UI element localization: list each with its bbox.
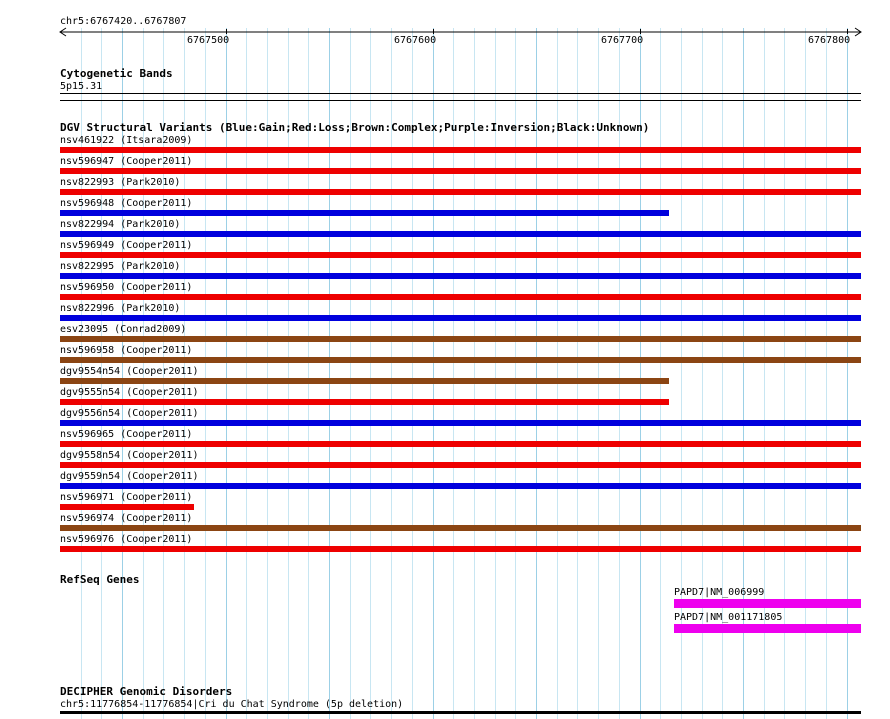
cytoband-label: 5p15.31 <box>60 81 103 92</box>
dgv-variant-label[interactable]: nsv461922 (Itsara2009) <box>60 135 193 146</box>
gridline <box>784 28 785 719</box>
dgv-variant-bar[interactable] <box>60 231 861 237</box>
dgv-variant-label[interactable]: nsv822996 (Park2010) <box>60 303 181 314</box>
dgv-variant-label[interactable]: dgv9556n54 (Cooper2011) <box>60 408 199 419</box>
ruler-tick <box>847 29 848 34</box>
dgv-variant-bar[interactable] <box>60 420 861 426</box>
dgv-variant-bar[interactable] <box>60 546 861 552</box>
decipher-title: DECIPHER Genomic Disorders <box>60 685 233 698</box>
dgv-variant-bar[interactable] <box>60 525 861 531</box>
dgv-variant-bar[interactable] <box>60 504 194 510</box>
gridline <box>826 28 827 719</box>
dgv-variant-label[interactable]: nsv596949 (Cooper2011) <box>60 240 193 251</box>
dgv-variant-bar[interactable] <box>60 189 861 195</box>
dgv-variant-label[interactable]: nsv596947 (Cooper2011) <box>60 156 193 167</box>
dgv-variant-bar[interactable] <box>60 462 861 468</box>
dgv-variant-label[interactable]: nsv596971 (Cooper2011) <box>60 492 193 503</box>
dgv-variant-bar[interactable] <box>60 315 861 321</box>
dgv-variant-label[interactable]: dgv9559n54 (Cooper2011) <box>60 471 199 482</box>
refseq-gene-bar[interactable] <box>674 599 861 608</box>
region-label: chr5:6767420..6767807 <box>60 16 187 27</box>
ruler-tick-label: 6767800 <box>808 35 851 46</box>
dgv-variant-bar[interactable] <box>60 294 861 300</box>
ruler-tick <box>433 29 434 34</box>
dgv-variant-bar[interactable] <box>60 357 861 363</box>
ruler-tick <box>640 29 641 34</box>
gridline <box>847 28 848 719</box>
ruler-tick-label: 6767500 <box>187 35 230 46</box>
ruler-tick-label: 6767700 <box>601 35 644 46</box>
dgv-variant-bar[interactable] <box>60 441 861 447</box>
dgv-variant-label[interactable]: esv23095 (Conrad2009) <box>60 324 187 335</box>
dgv-variant-bar[interactable] <box>60 210 669 216</box>
dgv-variant-bar[interactable] <box>60 483 861 489</box>
refseq-gene-label[interactable]: PAPD7|NM_006999 <box>674 587 765 598</box>
dgv-variant-bar[interactable] <box>60 336 861 342</box>
cytoband-line-top <box>60 93 861 94</box>
dgv-variant-label[interactable]: nsv596976 (Cooper2011) <box>60 534 193 545</box>
dgv-variant-bar[interactable] <box>60 399 669 405</box>
dgv-variant-label[interactable]: nsv822994 (Park2010) <box>60 219 181 230</box>
decipher-item-label[interactable]: chr5:11776854-11776854|Cri du Chat Syndrome (5p deletion) <box>60 699 404 710</box>
dgv-variant-label[interactable]: nsv596974 (Cooper2011) <box>60 513 193 524</box>
dgv-title: DGV Structural Variants (Blue:Gain;Red:Loss;Brown:Complex;Purple:Inversion;Black:Unknown) <box>60 121 650 134</box>
dgv-variant-label[interactable]: nsv596958 (Cooper2011) <box>60 345 193 356</box>
dgv-variant-label[interactable]: dgv9558n54 (Cooper2011) <box>60 450 199 461</box>
decipher-bar[interactable] <box>60 711 861 714</box>
dgv-variant-label[interactable]: dgv9554n54 (Cooper2011) <box>60 366 199 377</box>
dgv-variant-label[interactable]: dgv9555n54 (Cooper2011) <box>60 387 199 398</box>
cytobands-title: Cytogenetic Bands <box>60 67 173 80</box>
dgv-variant-label[interactable]: nsv596948 (Cooper2011) <box>60 198 193 209</box>
refseq-gene-bar[interactable] <box>674 624 861 633</box>
ruler-tick-label: 6767600 <box>394 35 437 46</box>
refseq-title: RefSeq Genes <box>60 573 140 586</box>
dgv-variant-label[interactable]: nsv822995 (Park2010) <box>60 261 181 272</box>
gridline <box>660 28 661 719</box>
dgv-variant-label[interactable]: nsv596965 (Cooper2011) <box>60 429 193 440</box>
gridline <box>805 28 806 719</box>
dgv-variant-bar[interactable] <box>60 168 861 174</box>
ruler-tick <box>226 29 227 34</box>
cytoband-line-bottom <box>60 100 861 101</box>
refseq-gene-label[interactable]: PAPD7|NM_001171805 <box>674 612 783 623</box>
dgv-variant-label[interactable]: nsv596950 (Cooper2011) <box>60 282 193 293</box>
dgv-variant-label[interactable]: nsv822993 (Park2010) <box>60 177 181 188</box>
ruler <box>0 26 890 38</box>
dgv-variant-bar[interactable] <box>60 273 861 279</box>
dgv-variant-bar[interactable] <box>60 378 669 384</box>
dgv-variant-bar[interactable] <box>60 252 861 258</box>
dgv-variant-bar[interactable] <box>60 147 861 153</box>
